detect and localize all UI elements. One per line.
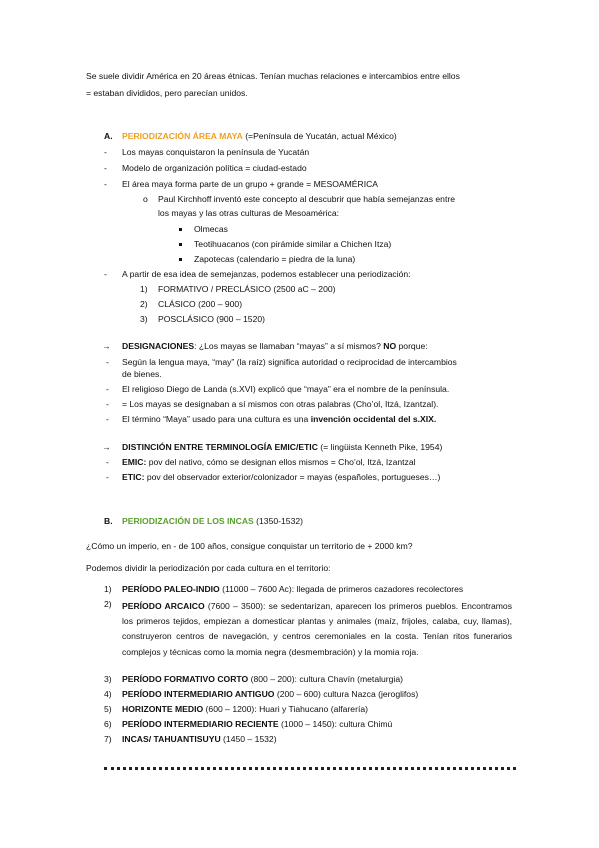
designaciones-item-1-line-1: Según la lengua maya, “may” (la raíz) significa autoridad o reciprocidad de intercambios (122, 357, 457, 367)
culture-olmecas: Olmecas (194, 224, 228, 234)
incas-period-2-text: (7600 – 3500): se sedentarizan, aparecen los primeros pueblos. Encontramos los primeros tejidos, empiezan a domesticar plantas y animales (maíz, frijoles, calaba, cuy, llamas), construyeron centros de navegación, y centros ceremoniales en la costa. Tenían ritos funerarios complejos y técnicas como la momia negra (desmembración) y la momia roja. (122, 601, 512, 657)
dash-bullet: - (106, 384, 109, 394)
incas-divide: Podemos dividir la periodización por cada cultura en el territorio: (86, 563, 331, 573)
designaciones-item-4-bold: invención occidental del s.XIX. (310, 414, 437, 424)
incas-period-1-text: (11000 – 7600 Ac): llegada de primeros cazadores recolectores (219, 584, 464, 594)
maya-period-2: CLÁSICO (200 – 900) (158, 299, 243, 309)
emic-item (122, 457, 416, 468)
period-number: 2) (140, 299, 148, 309)
period-number: 3) (140, 314, 148, 324)
section-b-title-suffix: (1350-1532) (253, 516, 303, 526)
intro-line-2: = estaban divididos, pero parecían unidos. (86, 88, 248, 98)
designaciones-item-4-text: El término “Maya” usado para una cultura es una (122, 414, 311, 424)
period-number: 4) (104, 689, 112, 699)
section-a-heading (122, 131, 397, 142)
dash-bullet: - (104, 147, 107, 157)
maya-bullet-1: Los mayas conquistaron la península de Yucatán (122, 147, 310, 157)
emic-title: DISTINCIÓN ENTRE TERMINOLOGÍA EMIC/ETIC (122, 442, 318, 452)
incas-period-4 (122, 689, 418, 700)
maya-bullet-3: El área maya forma parte de un grupo + grande = MESOAMÉRICA (122, 179, 379, 189)
dash-bullet: - (104, 163, 107, 173)
period-number: 1) (140, 284, 148, 294)
incas-period-5-title: HORIZONTE MEDIO (122, 704, 204, 714)
square-bullet-icon (179, 243, 182, 246)
designaciones-title: DESIGNACIONES (122, 341, 195, 351)
kirchhoff-line-1: Paul Kirchhoff inventó este concepto al descubrir que había semejanzas entre (158, 194, 455, 204)
square-bullet-icon (179, 228, 182, 231)
section-a-title-suffix: (=Península de Yucatán, actual México) (242, 131, 397, 141)
emic-title-suffix: (= lingüista Kenneth Pike, 1954) (317, 442, 443, 452)
period-number: 5) (104, 704, 112, 714)
incas-period-6-text: (1000 – 1450): cultura Chimú (278, 719, 393, 729)
incas-period-2 (122, 599, 512, 660)
dash-bullet: - (106, 414, 109, 424)
arrow-right-icon: → (102, 341, 111, 351)
kirchhoff-line-2: los mayas y las otras culturas de Mesoamérica: (158, 208, 340, 218)
section-a-marker: A. (104, 131, 113, 141)
designaciones-item-4 (122, 414, 436, 425)
incas-period-3-title: PERÍODO FORMATIVO CORTO (122, 674, 249, 684)
designaciones-item-1-line-2: de bienes. (122, 369, 162, 379)
culture-teotihuacanos: Teotihuacanos (con pirámide similar a Chichen Itza) (194, 239, 392, 249)
incas-period-7 (122, 734, 277, 745)
etic-text: pov del observador exterior/colonizador = mayas (españoles, portugueses…) (144, 472, 441, 482)
section-b-heading (122, 516, 303, 527)
culture-zapotecas: Zapotecas (calendario = piedra de la luna) (194, 254, 356, 264)
incas-period-2-title: PERÍODO ARCAICO (122, 601, 205, 611)
emic-text: pov del nativo, cómo se designan ellos mismos = Cho’ol, Itzá, Izantzal (146, 457, 416, 467)
intro-line-1: Se suele dividir América en 20 áreas étnicas. Tenían muchas relaciones e intercambios entre ellos (86, 71, 460, 81)
incas-period-1 (122, 584, 463, 595)
etic-item (122, 472, 440, 483)
incas-period-1-title: PERÍODO PALEO-INDIO (122, 584, 220, 594)
incas-period-7-text: (1450 – 1532) (220, 734, 277, 744)
incas-period-5 (122, 704, 368, 715)
period-number: 1) (104, 584, 112, 594)
incas-period-3 (122, 674, 403, 685)
arrow-right-icon: → (102, 442, 111, 452)
designaciones-question: : ¿Los mayas se llamaban “mayas” a sí mismos? (194, 341, 384, 351)
incas-period-7-title: INCAS/ TAHUANTISUYU (122, 734, 221, 744)
incas-period-4-title: PERÍODO INTERMEDIARIO ANTIGUO (122, 689, 275, 699)
period-number: 3) (104, 674, 112, 684)
square-bullet-icon (179, 258, 182, 261)
period-number: 2) (104, 599, 112, 609)
dash-bullet: - (106, 457, 109, 467)
dash-bullet: - (106, 472, 109, 482)
incas-question: ¿Cómo un imperio, en - de 100 años, consigue conquistar un territorio de + 2000 km? (86, 541, 413, 551)
incas-period-5-text: (600 – 1200): Huari y Tiahucano (alfarería) (203, 704, 368, 714)
maya-period-3: POSCLÁSICO (900 – 1520) (158, 314, 265, 324)
section-a-title: PERIODIZACIÓN ÁREA MAYA (122, 131, 243, 141)
maya-period-1: FORMATIVO / PRECLÁSICO (2500 aC – 200) (158, 284, 336, 294)
circle-bullet-icon: o (143, 194, 148, 204)
incas-period-4-text: (200 – 600) cultura Nazca (jeroglifos) (274, 689, 419, 699)
designaciones-heading (122, 341, 428, 352)
emic-label: EMIC: (122, 457, 147, 467)
dotted-divider (104, 767, 516, 770)
maya-bullet-2: Modelo de organización política = ciudad-estado (122, 163, 307, 173)
designaciones-item-2: El religioso Diego de Landa (s.XVI) explicó que “maya” era el nombre de la península. (122, 384, 450, 394)
designaciones-because: porque: (396, 341, 428, 351)
dash-bullet: - (106, 357, 109, 367)
period-number: 7) (104, 734, 112, 744)
emic-heading (122, 442, 442, 453)
designaciones-item-3: = Los mayas se designaban a sí mismos con otras palabras (Cho’ol, Itzá, Izantzal). (122, 399, 439, 409)
designaciones-no: NO (383, 341, 397, 351)
incas-period-6-title: PERÍODO INTERMEDIARIO RECIENTE (122, 719, 279, 729)
period-number: 6) (104, 719, 112, 729)
section-b-title: PERIODIZACIÓN DE LOS INCAS (122, 516, 254, 526)
maya-period-intro: A partir de esa idea de semejanzas, podemos establecer una periodización: (122, 269, 411, 279)
section-b-marker: B. (104, 516, 113, 526)
dash-bullet: - (104, 179, 107, 189)
incas-period-6 (122, 719, 392, 730)
dash-bullet: - (104, 269, 107, 279)
incas-period-3-text: (800 – 200): cultura Chavín (metalurgia) (248, 674, 403, 684)
dash-bullet: - (106, 399, 109, 409)
etic-label: ETIC: (122, 472, 145, 482)
